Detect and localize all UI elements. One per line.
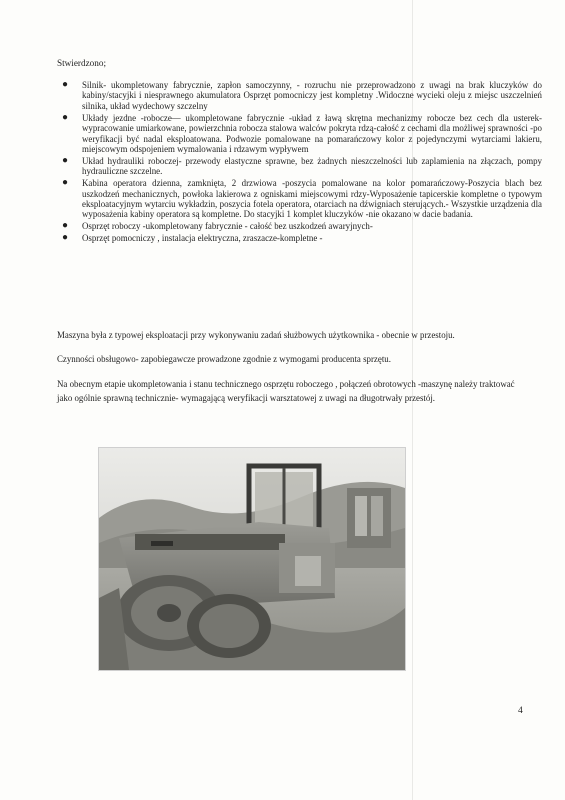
list-item-text: Silnik- ukompletowany fabrycznie, zapłon samoczynny, - rozruchu nie przeprowadzono z uwagi na brak kluczyków do kabiny/stacyjki i niesprawnego akumulatora Osprzęt pomocniczy jest kompletny .Widoczne wycieki oleju z miejsc uszczelnień silnika, układ wydechowy szczelny xyxy=(82,80,542,111)
paragraph-usage: Maszyna była z typowej eksploatacji przy wykonywaniu zadań służbowych użytkownika - obecnie w przestoju. xyxy=(57,330,455,340)
bullet-icon: ● xyxy=(62,111,69,123)
bullet-icon: ● xyxy=(62,79,69,90)
bullet-icon: ● xyxy=(62,177,69,189)
list-item xyxy=(60,156,542,177)
road-roller-image xyxy=(99,448,405,670)
bullet-icon: ● xyxy=(62,220,69,232)
bullet-icon: ● xyxy=(62,232,69,244)
list-item-text: Kabina operatora dzienna, zamknięta, 2 drzwiowa -poszycia pomalowane na kolor pomarańczowy-Poszycia blach bez uszkodzeń mechanicznych, powłoka lakierowa z ogniskami miejscowymi rdzy-Wyposażenie tapicerskie kompletne o typowym eksploatacyjnym wytarciu wykładzin, poszycia fotela operatora, otarciach na dźwigniach sterujących.- Wszystkie urządzenia dla wyposażenia kabiny operatora są kompletne. Do stacyjki 1 komplet kluczyków -nie okazano w dacie badania. xyxy=(82,178,542,220)
bullet-icon: ● xyxy=(62,154,69,166)
list-item xyxy=(60,80,542,111)
list-item xyxy=(60,178,542,220)
paragraph-conclusion: Na obecnym etapie ukompletowania i stanu technicznego osprzętu roboczego , połączeń obrotowych -maszynę należy traktować jako ogólnie sprawną technicznie- wymagającą weryfikacji warsztatowej z uwagi na długotrwały przestój. xyxy=(57,379,515,403)
list-item xyxy=(60,113,542,155)
list-item-text: Osprzęt pomocniczy , instalacja elektryczna, zraszacze-kompletne - xyxy=(82,233,323,244)
paragraph-maintenance: Czynności obsługowo- zapobiegawcze prowadzone zgodnie z wymogami producenta sprzętu. xyxy=(57,354,391,364)
list-item-text: Układ hydrauliki roboczej- przewody elastyczne sprawne, bez żadnych nieszczelności lub zaplamienia na złączach, pompy hydrauliczne szczelne. xyxy=(82,155,542,177)
list-item-text: Układy jezdne -robocze— ukompletowane fabrycznie -układ z ławą skrętna mechanizmy robocze bez cech dla usterek-wypracowanie umiarkowane, powierzchnia robocza stalowa walców pokryta rdzą-całość z cechami dla możliwej sprawności -po weryfikacji być nadal eksploatowana. Podwozie pomalowane na pomarańczowy kolor z pojedynczymi wytarciami lakieru, miejscowym odspojeniem wymalowania i rdzawym wypływem xyxy=(82,112,542,154)
findings-list xyxy=(60,80,542,245)
road-roller-photo xyxy=(98,447,406,671)
page-number: 4 xyxy=(518,706,523,716)
list-item xyxy=(60,233,542,243)
section-heading: Stwierdzono; xyxy=(57,58,106,68)
list-item-text: Osprzęt roboczy -ukompletowany fabrycznie - całość bez uszkodzeń awaryjnych- xyxy=(82,221,373,232)
list-item xyxy=(60,221,542,231)
